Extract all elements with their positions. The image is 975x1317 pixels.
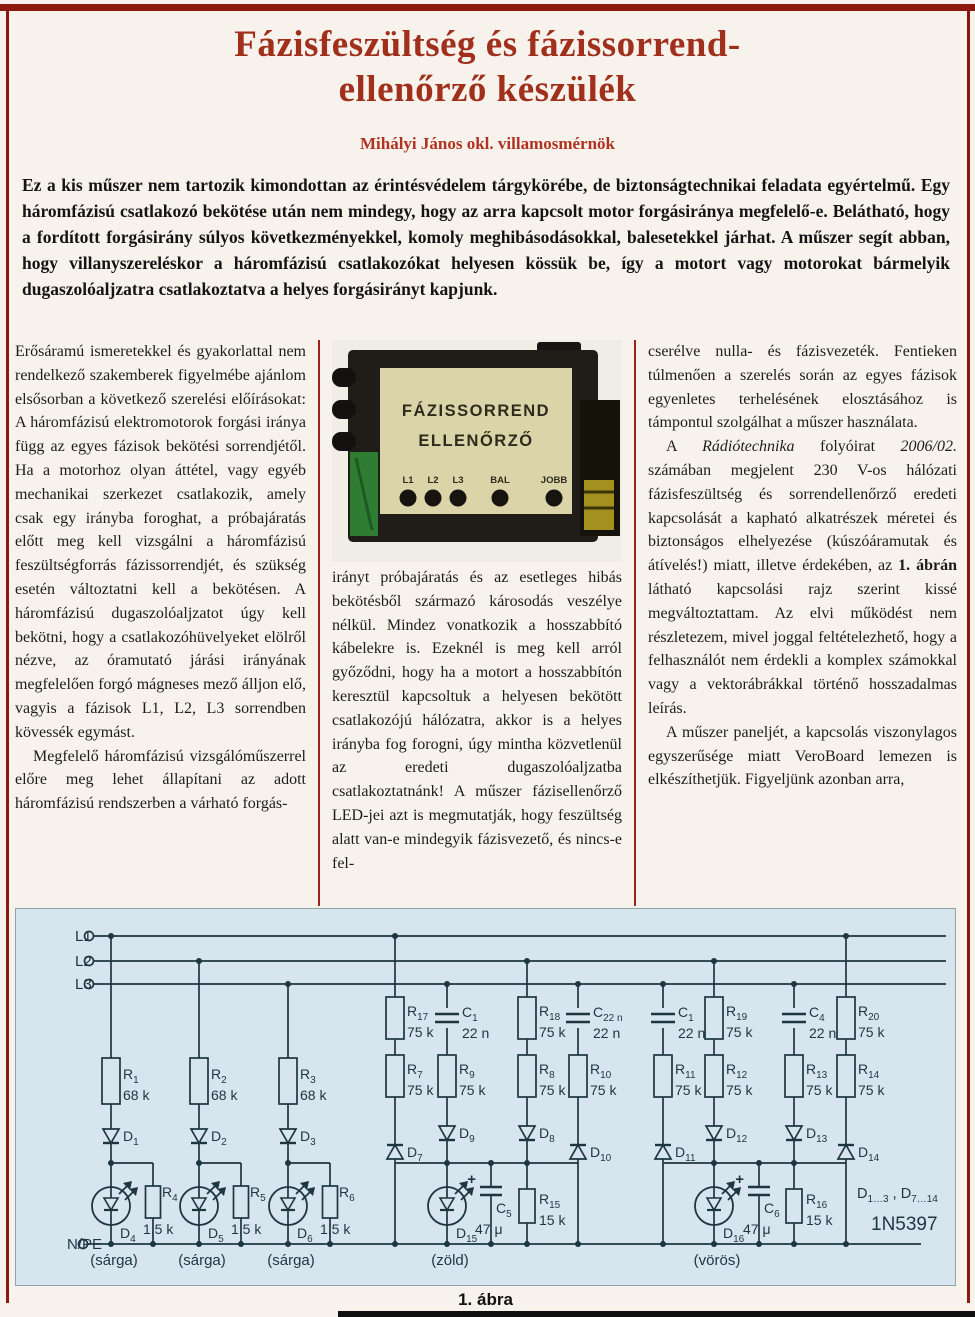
device-led-label-l1: L1 bbox=[402, 475, 414, 486]
resistor-R8 bbox=[518, 1055, 536, 1097]
svg-text:D2​: $D_2$ bbox=[211, 1128, 227, 1148]
capacitor-gap bbox=[781, 1008, 807, 1028]
page-border-top bbox=[0, 4, 975, 11]
svg-text:22 n: 22 n bbox=[462, 1025, 490, 1041]
svg-text:D14​: $D_{14}$ bbox=[858, 1144, 880, 1164]
svg-text:D12​: $D_{12}$ bbox=[726, 1125, 748, 1145]
column-2 bbox=[320, 340, 634, 906]
device-led-label-l3: L3 bbox=[452, 475, 464, 486]
svg-text:L1: L1 bbox=[75, 928, 92, 945]
svg-text:D1​: $D_1$ bbox=[123, 1128, 139, 1148]
svg-text:75 k: 75 k bbox=[407, 1082, 434, 1098]
device-led-hole bbox=[400, 490, 417, 507]
svg-text:R15​: $R_{15}$ bbox=[539, 1191, 561, 1211]
svg-text:D8​: $D_8$ bbox=[539, 1125, 555, 1145]
svg-text:75 k: 75 k bbox=[539, 1082, 566, 1098]
svg-text:D16​: $D_{16}$ bbox=[723, 1225, 745, 1245]
lead-paragraph: Ez a kis műszer nem tartozik kimondottan az érintésvédelem tárgykörébe, de biztonságtechnikai feladata egyértelmű. Egy háromfázisú csatlakozó bekötése után nem mindegy, hogy az arra kapcsolt motor forgásiránya megfelelő-e. Belátható, hogy a fordított forgásirány súlyos következményekkel, komoly meghibásodásokkal, balesetekkel járhat. A műszer segít abban, hogy villanyszereléskor a háromfázisú csatlakozókat helyesen kössük be, így a motort vagy motorokat bármelyik dugaszolóaljzatra csatlakoztatva a helyes forgásirányt kapjunk. bbox=[22, 175, 950, 299]
svg-text:R10​: $R_{10}$ bbox=[590, 1061, 612, 1081]
svg-text:R5​: $R_5$ bbox=[250, 1184, 266, 1204]
resistor-R18 bbox=[518, 997, 536, 1039]
device-led-hole bbox=[450, 490, 467, 507]
title-line-1: Fázisfeszültség és fázissorrend- bbox=[234, 24, 741, 65]
circuit-diagram bbox=[16, 909, 955, 1285]
svg-text:75 k: 75 k bbox=[539, 1024, 566, 1040]
svg-text:N/PE: N/PE bbox=[67, 1236, 103, 1253]
svg-text:C5​: $C_5$ bbox=[496, 1200, 512, 1220]
svg-text:75 k: 75 k bbox=[675, 1082, 702, 1098]
diode-D2 bbox=[191, 1129, 207, 1143]
svg-text:C1​: $C_1$ bbox=[678, 1004, 694, 1024]
svg-text:1,5 k: 1,5 k bbox=[231, 1221, 262, 1237]
column-2-text bbox=[332, 566, 622, 875]
device-led-label-l2: L2 bbox=[427, 475, 439, 486]
device-photo-image bbox=[332, 340, 622, 562]
device-connector-lug bbox=[332, 368, 356, 387]
device-led-label-jobb: JOBB bbox=[540, 475, 568, 486]
paragraph: cserélve nulla- és fázisvezeték. Fentieken túlmenően a szerelés során az egyes fázisok egyenletes terhelésének elosztásához is támpontul szolgálhat a műszer használata. bbox=[648, 343, 957, 432]
resistor-R10 bbox=[569, 1055, 587, 1097]
svg-text:75 k: 75 k bbox=[459, 1082, 486, 1098]
device-label-line1: FÁZISSORREND bbox=[401, 402, 551, 420]
device-led-hole bbox=[546, 490, 563, 507]
svg-text:R20​: $R_{20}$ bbox=[858, 1003, 880, 1023]
svg-text:R11​: $R_{11}$ bbox=[675, 1061, 696, 1081]
resistor-R16 bbox=[786, 1189, 802, 1223]
svg-text:R12​: $R_{12}$ bbox=[726, 1061, 748, 1081]
svg-text:R7​: $R_7$ bbox=[407, 1061, 423, 1081]
resistor-R3 bbox=[279, 1058, 297, 1104]
resistor-R19 bbox=[705, 997, 723, 1039]
svg-text:R2​: $R_2$ bbox=[211, 1066, 227, 1086]
capacitor-gap bbox=[650, 1008, 676, 1028]
column-3 bbox=[636, 340, 957, 906]
device-photo bbox=[332, 340, 622, 562]
diode-D10 bbox=[570, 1145, 586, 1159]
svg-text:D11​: $D_{11}$ bbox=[675, 1144, 696, 1164]
svg-text:+: + bbox=[467, 1171, 476, 1188]
svg-text:D7​: $D_7$ bbox=[407, 1144, 423, 1164]
svg-text:22 n: 22 n bbox=[593, 1025, 621, 1041]
article-columns bbox=[15, 340, 957, 906]
device-led-hole bbox=[492, 490, 509, 507]
paragraph: Erősáramú ismeretekkel és gyakorlattal nem rendelkező szakemberek figyelmébe ajánlom elsősorban a következő szerelési előírásokat: A háromfázisú elektromotorok forgási iránya függ az egyes fázisok bekötési sorrendjétől. Ha a motorhoz olyan áttétel, vagy egyéb mechanikai szerkezet csatlakozik, amely csak egy irányba foroghat, a próbajáratás előtt meg kell vizsgálni a háromfázisú feszültségforrás fázissorrendjét, és szükség esetén változtatni kell a bekötésen. A háromfázisú dugaszolóaljzatot úgy kell bekötni, hogy a csatlakozóhüvelyeket elölről nézve, az óramutató járási irányának megfelelően forgó mágneses mező álljon elő, vagyis a fázisok L1, L2, L3 sorrendben kövessék egymást. bbox=[15, 343, 306, 741]
svg-text:(sárga): (sárga) bbox=[90, 1252, 138, 1269]
resistor-R4 bbox=[146, 1186, 161, 1218]
resistor-R6 bbox=[323, 1186, 338, 1218]
device-connector-lug bbox=[332, 400, 356, 419]
svg-text:D1…3​ , D7…14​: $D_{1\dots 3}$ , $D_{7\dots 14}$ bbox=[857, 1186, 938, 1205]
svg-text:(zöld): (zöld) bbox=[431, 1252, 469, 1269]
svg-text:15 k: 15 k bbox=[806, 1212, 833, 1228]
svg-text:D3​: $D_3$ bbox=[300, 1128, 316, 1148]
svg-text:68 k: 68 k bbox=[300, 1087, 327, 1103]
svg-text:D15​: $D_{15}$ bbox=[456, 1225, 478, 1245]
svg-text:R9​: $R_9$ bbox=[459, 1061, 475, 1081]
svg-text:R14​: $R_{14}$ bbox=[858, 1061, 880, 1081]
svg-text:75 k: 75 k bbox=[407, 1024, 434, 1040]
svg-text:R18​: $R_{18}$ bbox=[539, 1003, 561, 1023]
diode-D14 bbox=[838, 1145, 854, 1159]
svg-text:1,5 k: 1,5 k bbox=[320, 1221, 351, 1237]
resistor-R7 bbox=[386, 1055, 404, 1097]
svg-text:R3​: $R_3$ bbox=[300, 1066, 316, 1086]
svg-text:75 k: 75 k bbox=[858, 1082, 885, 1098]
ecap-gap bbox=[747, 1188, 771, 1194]
diode-D1 bbox=[103, 1129, 119, 1143]
svg-text:C22 n​: $C_{22 n}$ bbox=[593, 1004, 623, 1024]
diode-D3 bbox=[280, 1129, 296, 1143]
device-led-label-bal: BAL bbox=[490, 475, 510, 486]
author-line: Mihályi János okl. villamosmérnök bbox=[359, 134, 616, 153]
svg-text:68 k: 68 k bbox=[211, 1087, 238, 1103]
device-label-line2: ELLENŐRZŐ bbox=[418, 432, 534, 450]
svg-text:R4​: $R_4$ bbox=[162, 1184, 178, 1204]
diode-D12 bbox=[706, 1126, 722, 1140]
svg-text:D10​: $D_{10}$ bbox=[590, 1144, 612, 1164]
paragraph: A műszer paneljét, a kapcsolás viszonylagos egyszerűsége miatt VeroBoard lemezen is elkészíthetjük. Figyeljünk azonban arra, bbox=[648, 723, 957, 789]
page-title bbox=[0, 22, 975, 112]
svg-text:(sárga): (sárga) bbox=[178, 1252, 226, 1269]
svg-text:75 k: 75 k bbox=[726, 1082, 753, 1098]
svg-text:R8​: $R_8$ bbox=[539, 1061, 555, 1081]
resistor-R15 bbox=[519, 1189, 535, 1223]
resistor-R20 bbox=[837, 997, 855, 1039]
svg-text:D9​: $D_9$ bbox=[459, 1125, 475, 1145]
svg-text:L2: L2 bbox=[75, 953, 92, 970]
svg-text:+: + bbox=[735, 1171, 744, 1188]
svg-text:D13​: $D_{13}$ bbox=[806, 1125, 828, 1145]
diode-D11 bbox=[655, 1145, 671, 1159]
svg-text:75 k: 75 k bbox=[858, 1024, 885, 1040]
figure-1-diagram bbox=[15, 908, 956, 1286]
svg-text:R1​: $R_1$ bbox=[123, 1066, 139, 1086]
device-yellow-part bbox=[584, 480, 614, 530]
resistor-R12 bbox=[705, 1055, 723, 1097]
capacitor-gap bbox=[434, 1008, 460, 1028]
diode-D13 bbox=[786, 1126, 802, 1140]
svg-text:47 μ: 47 μ bbox=[475, 1221, 503, 1237]
device-connector-lug bbox=[332, 432, 356, 451]
svg-text:R16​: $R_{16}$ bbox=[806, 1191, 828, 1211]
svg-text:D6​: $D_6$ bbox=[297, 1225, 313, 1245]
svg-text:75 k: 75 k bbox=[806, 1082, 833, 1098]
resistor-R13 bbox=[785, 1055, 803, 1097]
svg-text:22 n: 22 n bbox=[678, 1025, 706, 1041]
column-1 bbox=[15, 340, 318, 906]
svg-text:1N5397: 1N5397 bbox=[871, 1214, 938, 1235]
resistor-R5 bbox=[234, 1186, 249, 1218]
resistor-R2 bbox=[190, 1058, 208, 1104]
paragraph: Megfelelő háromfázisú vizsgálóműszerrel előre meg lehet állapítani az adott háromfázisú rendszerben a várható forgás- bbox=[15, 747, 306, 813]
diode-D7 bbox=[387, 1145, 403, 1159]
resistor-R11 bbox=[654, 1055, 672, 1097]
svg-text:1,5 k: 1,5 k bbox=[143, 1221, 174, 1237]
svg-text:22 n: 22 n bbox=[809, 1025, 837, 1041]
resistor-R1 bbox=[102, 1058, 120, 1104]
resistor-R17 bbox=[386, 997, 404, 1039]
svg-text:R17​: $R_{17}$ bbox=[407, 1003, 429, 1023]
svg-text:L3: L3 bbox=[75, 976, 92, 993]
svg-text:R19​: $R_{19}$ bbox=[726, 1003, 748, 1023]
svg-text:R13​: $R_{13}$ bbox=[806, 1061, 828, 1081]
svg-text:15 k: 15 k bbox=[539, 1212, 566, 1228]
title-line-2: ellenőrző készülék bbox=[338, 69, 637, 110]
ecap-gap bbox=[479, 1188, 503, 1194]
svg-text:D5​: $D_5$ bbox=[208, 1225, 224, 1245]
svg-text:75 k: 75 k bbox=[590, 1082, 617, 1098]
svg-text:C6​: $C_6$ bbox=[764, 1200, 780, 1220]
device-led-hole bbox=[425, 490, 442, 507]
page-border-left bbox=[6, 4, 9, 1303]
svg-text:C4​: $C_4$ bbox=[809, 1004, 825, 1024]
svg-text:75 k: 75 k bbox=[726, 1024, 753, 1040]
figure-caption: 1. ábra bbox=[458, 1290, 513, 1309]
page-bottom-strip bbox=[338, 1311, 975, 1317]
svg-text:(vörös): (vörös) bbox=[693, 1252, 741, 1269]
svg-text:68 k: 68 k bbox=[123, 1087, 150, 1103]
paragraph: irányt próbajáratás és az esetleges hibás bekötésből származó károsodás veszélye nélkül. Mindez vonatkozik a hosszabbító kábelekre is. Ezeknél is meg kell arról győződni, hogy ha a motort a hosszabbítón keresztül kapcsoltuk a helyesen bekötött csatlakozójú hálózatra, akkor is a helyes irányba fog forogni, úgy mintha közvetlenül az eredeti dugaszolóaljzatba csatlakoztatnánk! A műszer fázisellenőrző LED-jei azt is megmutatják, hogy feszültség alatt van-e mindegyik fázisvezető, és nincs-e fel- bbox=[332, 569, 622, 872]
page-border-right bbox=[967, 4, 970, 1303]
paragraph: A Rádiótechnika folyóirat 2006/02. számában megjelent 230 V-os hálózati fázisfeszültség és sorrendellenőrző eredeti kapcsolását a kapható alkatrészek méretei és biztonságos elhelyezése (kúszóáramutak és átívelés!) miatt, illetve érdekében, az 1. ábrán látható kapcsolási rajz szerint kissé megváltoztattam. Az elvi működést nem részletezem, mivel joggal feltételezhető, hogy a felhasználót nem érdekli a komplex számokkal vagy a vektorábrákkal történő hosszadalmas leírás. bbox=[648, 438, 957, 717]
svg-text:D4​: $D_4$ bbox=[120, 1225, 136, 1245]
diode-D9 bbox=[439, 1126, 455, 1140]
svg-text:R6​: $R_6$ bbox=[339, 1184, 355, 1204]
svg-text:C1​: $C_1$ bbox=[462, 1004, 478, 1024]
svg-text:47 μ: 47 μ bbox=[743, 1221, 771, 1237]
resistor-R14 bbox=[837, 1055, 855, 1097]
diode-D8 bbox=[519, 1126, 535, 1140]
resistor-R9 bbox=[438, 1055, 456, 1097]
svg-text:(sárga): (sárga) bbox=[267, 1252, 315, 1269]
capacitor-gap bbox=[565, 1008, 591, 1028]
